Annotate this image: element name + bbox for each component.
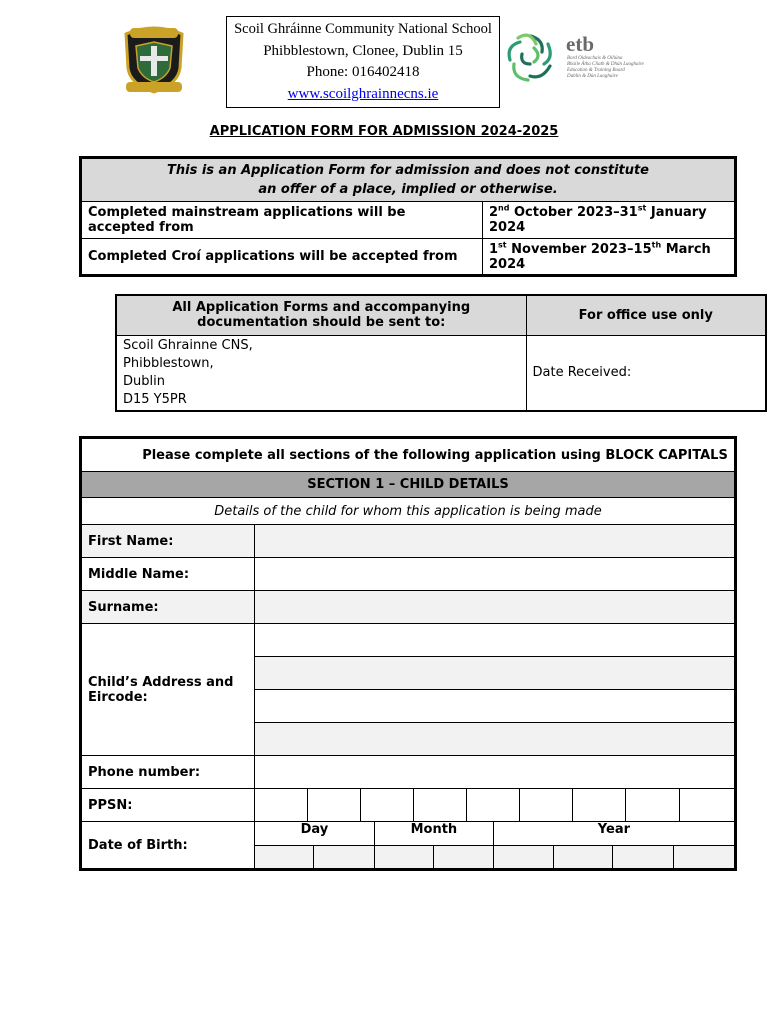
child-details-table xyxy=(79,436,737,871)
ppsn-label: PPSN: xyxy=(81,789,255,822)
ppsn-box-6[interactable] xyxy=(519,789,572,822)
send-to-header: All Application Forms and accompanying documentation should be sent to: xyxy=(116,295,526,335)
address-label: Child’s Address and Eircode: xyxy=(81,624,255,756)
phone-field[interactable] xyxy=(254,756,735,789)
croi-dates: 1st November 2023–15th March 2024 xyxy=(483,239,736,276)
etb-subtitle: Bord Oideachais & Oiliúna Bhaile Átha Cliath & Dhún Laoghaire Education & Training Board Dublin & Dún Laoghaire xyxy=(567,56,644,79)
school-phone: Phone: 016402418 xyxy=(306,64,420,80)
dob-year-1[interactable] xyxy=(493,846,553,870)
dob-year-2[interactable] xyxy=(553,846,612,870)
first-name-label: First Name: xyxy=(81,525,255,558)
dob-label: Date of Birth: xyxy=(81,822,255,870)
section-1-subtitle: Details of the child for whom this application is being made xyxy=(81,498,736,525)
dob-month-1[interactable] xyxy=(374,846,433,870)
dob-month-header: Month xyxy=(374,822,493,846)
notice-cell xyxy=(81,158,736,202)
address-line-2-field[interactable] xyxy=(254,657,735,690)
ppsn-box-5[interactable] xyxy=(466,789,519,822)
ppsn-box-3[interactable] xyxy=(360,789,413,822)
school-address: Phibblestown, Clonee, Dublin 15 xyxy=(263,42,463,59)
croi-label: Completed Croí applications will be accepted from xyxy=(81,239,483,276)
dob-day-2[interactable] xyxy=(313,846,374,870)
surname-field[interactable] xyxy=(254,591,735,624)
send-to-table xyxy=(115,294,767,412)
ppsn-box-8[interactable] xyxy=(625,789,679,822)
ppsn-box-2[interactable] xyxy=(307,789,360,822)
notice-line-2: an offer of a place, implied or otherwise. xyxy=(258,182,558,197)
ppsn-box-1[interactable] xyxy=(254,789,307,822)
section-1-title: SECTION 1 – CHILD DETAILS xyxy=(81,472,736,498)
middle-name-field[interactable] xyxy=(254,558,735,591)
address-line-4-field[interactable] xyxy=(254,723,735,756)
school-address-box xyxy=(226,16,500,108)
school-website-link[interactable]: www.scoilghrainnecns.ie xyxy=(287,85,439,102)
dob-day-1[interactable] xyxy=(254,846,313,870)
admission-notice-table xyxy=(79,156,737,277)
address-line-1-field[interactable] xyxy=(254,624,735,657)
ppsn-box-4[interactable] xyxy=(413,789,466,822)
notice-line-1: This is an Application Form for admission and does not constitute xyxy=(167,163,649,178)
office-use-header: For office use only xyxy=(526,295,766,335)
dob-day-header: Day xyxy=(254,822,374,846)
dob-month-2[interactable] xyxy=(433,846,493,870)
form-title: APPLICATION FORM FOR ADMISSION 2024-2025 xyxy=(209,124,559,139)
etb-logo-text: etb xyxy=(566,32,594,56)
address-line-3-field[interactable] xyxy=(254,690,735,723)
block-capitals-instruction: Please complete all sections of the following application using BLOCK CAPITALS xyxy=(81,438,736,472)
phone-label: Phone number: xyxy=(81,756,255,789)
first-name-field[interactable] xyxy=(254,525,735,558)
mainstream-dates: 2nd October 2023–31st January 2024 xyxy=(483,202,736,239)
school-crest-logo xyxy=(120,24,188,94)
surname-label: Surname: xyxy=(81,591,255,624)
dob-year-header: Year xyxy=(493,822,735,846)
ppsn-box-9[interactable] xyxy=(679,789,735,822)
dob-year-4[interactable] xyxy=(673,846,735,870)
send-address: Scoil Ghrainne CNS, Phibblestown, Dublin D15 Y5PR xyxy=(116,335,526,411)
ppsn-box-7[interactable] xyxy=(572,789,625,822)
dob-year-3[interactable] xyxy=(612,846,673,870)
middle-name-label: Middle Name: xyxy=(81,558,255,591)
date-received-field[interactable]: Date Received: xyxy=(526,335,766,411)
etb-swirl-logo xyxy=(504,30,558,86)
school-name: Scoil Ghráinne Community National School xyxy=(234,21,492,37)
mainstream-label: Completed mainstream applications will be accepted from xyxy=(81,202,483,239)
